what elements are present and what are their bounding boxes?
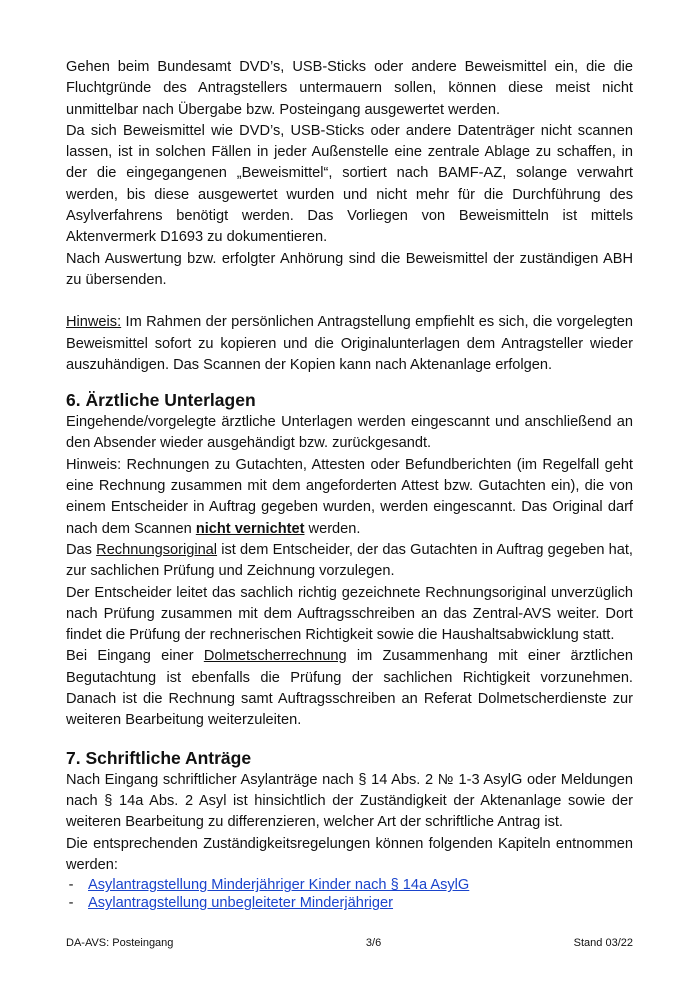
section-6-p5-text-b: im Zusammenhang mit einer ärztlichen Begutachtung ist ebenfalls die Prüfung der sachlichen Richtigkeit vorzunehmen. Danach ist die Rechnung samt Auftragsschreiben an Referat Dolmetscherdienste zur weiteren Bearbeitung weiterzuleiten. (66, 648, 633, 729)
section-6-paragraph-5 (66, 646, 633, 731)
list-dash: - (68, 877, 74, 894)
section-7-paragraph-1: Nach Eingang schriftlicher Asylanträge nach § 14 Abs. 2 № 1-3 AsylG oder Meldungen nach § 14a Abs. 2 Asyl ist hinsichtlich der Zuständigkeit der Aktenanlage sowie der weiteren Bearbeitung zu differenzieren, welcher Art der schriftliche Antrag ist. (66, 771, 633, 831)
footer-document-title: DA-AVS: Posteingang (66, 937, 174, 949)
section-6-paragraph-4: Der Entscheider leitet das sachlich richtig gezeichnete Rechnungsoriginal unverzüglich nach Prüfung zusammen mit dem Auftragsschreiben an das Zentral-AVS weiter. Dort findet die Prüfung der rechnerischen Richtigkeit sowie die Haushaltsabwicklung statt. (66, 584, 633, 644)
list-item (68, 876, 633, 894)
section-6-p3-text-a: Das (66, 541, 97, 558)
paragraph-evidence-storage: Da sich Beweismittel wie DVD’s, USB-Sticks oder andere Datenträger nicht scannen lassen, ist in solchen Fällen in jeder Außenstelle eine zentrale Ablage zu schaffen, in der die eingegangenen „Beweismittel“, sortiert nach BAMF-AZ, solange verwahrt werden, bis diese ausgewertet wurden und nicht mehr für die Durchführung des Asylverfahrens benötigt werden. Das Vorliegen von Beweismitteln ist mittels Aktenvermerk D1693 zu dokumentieren. (66, 122, 633, 246)
spacer (66, 291, 633, 312)
section-6-paragraph-3 (66, 540, 633, 583)
list-dash: - (68, 895, 74, 912)
section-6-p3-text-b: ist dem Entscheider, der das Gutachten in Auftrag gegeben hat, zur sachlichen Prüfung und Zeichnung vorzulegen. (66, 541, 633, 580)
section-6-p2-text-b: werden. (304, 520, 361, 537)
invoice-original-term: Rechnungsoriginal (96, 541, 218, 558)
page-content (66, 57, 633, 912)
list-item (68, 894, 633, 912)
page-footer (66, 937, 633, 949)
interpreter-invoice-term: Dolmetscherrechnung (203, 648, 347, 665)
link-unaccompanied-minors-application[interactable]: Asylantragstellung unbegleiteter Minderjähriger (88, 895, 394, 912)
paragraph-evidence-forwarding: Nach Auswertung bzw. erfolgter Anhörung sind die Beweismittel der zuständigen ABH zu übersenden. (66, 250, 633, 288)
section-6-p2-text-a: Hinweis: Rechnungen zu Gutachten, Attesten oder Befundberichten (im Regelfall geht eine Rechnung zusammen mit dem angeforderten Attest bzw. Gutachten ein), die von einem Entscheider in Auftrag gegeben wurden, werden eingescannt. Das Original darf nach dem Scannen (66, 456, 633, 537)
hint-text: Im Rahmen der persönlichen Antragstellung empfiehlt es sich, die vorgelegten Beweismittel sofort zu kopieren und die Originalunterlagen dem Antragsteller wieder auszuhändigen. Das Scannen der Kopien kann nach Aktenanlage erfolgen. (66, 314, 633, 373)
section-6-p5-text-a: Bei Eingang einer (66, 648, 204, 665)
section-6-paragraph-1: Eingehende/vorgelegte ärztliche Unterlagen werden eingescannt und anschließend an den Absender wieder ausgehändigt bzw. zurückgesandt. (66, 414, 633, 452)
footer-version-date: Stand 03/22 (573, 937, 633, 949)
paragraph-hint (66, 312, 633, 376)
not-destroyed-emphasis: nicht vernichtet (195, 520, 305, 537)
hint-label: Hinweis: (66, 314, 122, 331)
paragraph-evidence-intro: Gehen beim Bundesamt DVD’s, USB-Sticks oder andere Beweismittel ein, die die Fluchtgründe des Antragstellers untermauern sollen, können diese meist nicht unmittelbar nach Übergabe bzw. Posteingang ausgewertet werden. (66, 59, 633, 118)
section-7-heading: 7. Schriftliche Anträge (66, 747, 252, 768)
section-6-heading: 6. Ärztliche Unterlagen (66, 390, 256, 411)
section-7-paragraph-2: Die entsprechenden Zuständigkeitsregelungen können folgenden Kapiteln entnommen werden: (66, 835, 633, 873)
link-minor-children-application[interactable]: Asylantragstellung Minderjähriger Kinder nach § 14a AsylG (88, 877, 470, 894)
footer-page-number: 3/6 (365, 937, 382, 949)
chapter-link-list (66, 876, 633, 912)
section-6-paragraph-2 (66, 455, 633, 540)
